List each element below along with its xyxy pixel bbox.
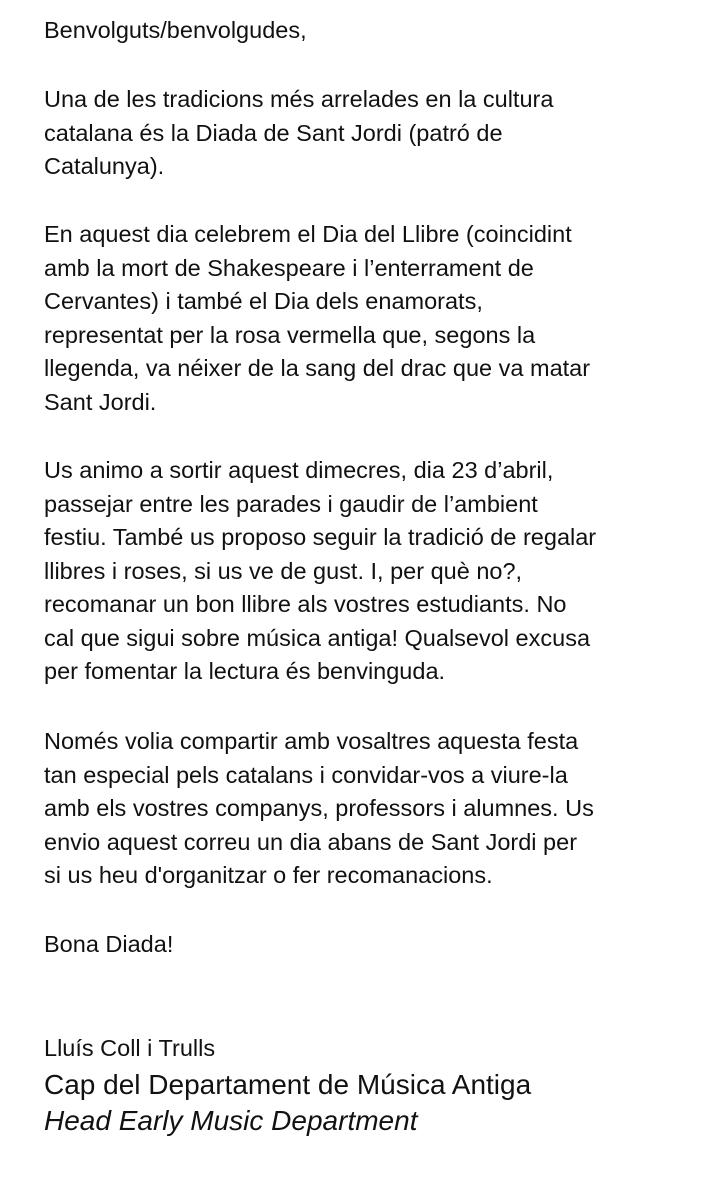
paragraph-4	[44, 725, 594, 893]
paragraph-3-line: cal que sigui sobre música antiga! Qualsevol excusa	[44, 624, 591, 651]
paragraph-3-line: recomanar un bon llibre als vostres estudiants. No	[44, 591, 567, 617]
paragraph-2-line: En aquest dia celebrem el Dia del Llibre (coincidint	[44, 221, 572, 247]
signature-title-catalan: Cap del Departament de Música Antiga	[44, 1069, 532, 1100]
paragraph-4-line: Només volia compartir amb vosaltres aquesta festa	[44, 728, 579, 754]
closing-line: Bona Diada!	[44, 931, 174, 957]
paragraph-1-line: catalana és la Diada de Sant Jordi (patró de	[44, 119, 503, 146]
paragraph-4-line: tan especial pels catalans i convidar-vos a viure-la	[44, 761, 568, 788]
paragraph-4-line: si us heu d'organitzar o fer recomanacions.	[44, 862, 493, 888]
paragraph-3-line: per fomentar la lectura és benvinguda.	[44, 658, 446, 684]
paragraph-3	[44, 454, 596, 689]
paragraph-1-line: Catalunya).	[44, 153, 165, 179]
paragraph-4-line: amb els vostres companys, professors i alumnes. Us	[44, 795, 594, 821]
paragraph-2-line: llegenda, va néixer de la sang del drac que va matar	[44, 355, 591, 381]
paragraph-2-line: Cervantes) i també el Dia dels enamorats,	[44, 288, 483, 314]
paragraph-2	[44, 218, 590, 419]
paragraph-2-line: Sant Jordi.	[44, 388, 157, 415]
paragraph-1	[44, 83, 553, 184]
paragraph-3-line: passejar entre les parades i gaudir de l’ambient	[44, 490, 538, 517]
paragraph-4-line: envio aquest correu un dia abans de Sant Jordi per	[44, 828, 578, 855]
paragraph-3-line: festiu. També us proposo seguir la tradició de regalar	[44, 524, 597, 550]
paragraph-3-line: Us animo a sortir aquest dimecres, dia 23 d’abril,	[44, 457, 554, 483]
greeting: Benvolguts/benvolgudes,	[44, 17, 307, 43]
signature-name: Lluís Coll i Trulls	[44, 1035, 216, 1061]
signature-title-english: Head Early Music Department	[44, 1105, 418, 1136]
paragraph-3-line: llibres i roses, si us ve de gust. I, per què no?,	[44, 557, 523, 584]
paragraph-2-line: amb la mort de Shakespeare i l’enterrament de	[44, 254, 534, 281]
paragraph-2-line: representat per la rosa vermella que, segons la	[44, 321, 536, 348]
paragraph-1-line: Una de les tradicions més arrelades en la cultura	[44, 86, 554, 112]
